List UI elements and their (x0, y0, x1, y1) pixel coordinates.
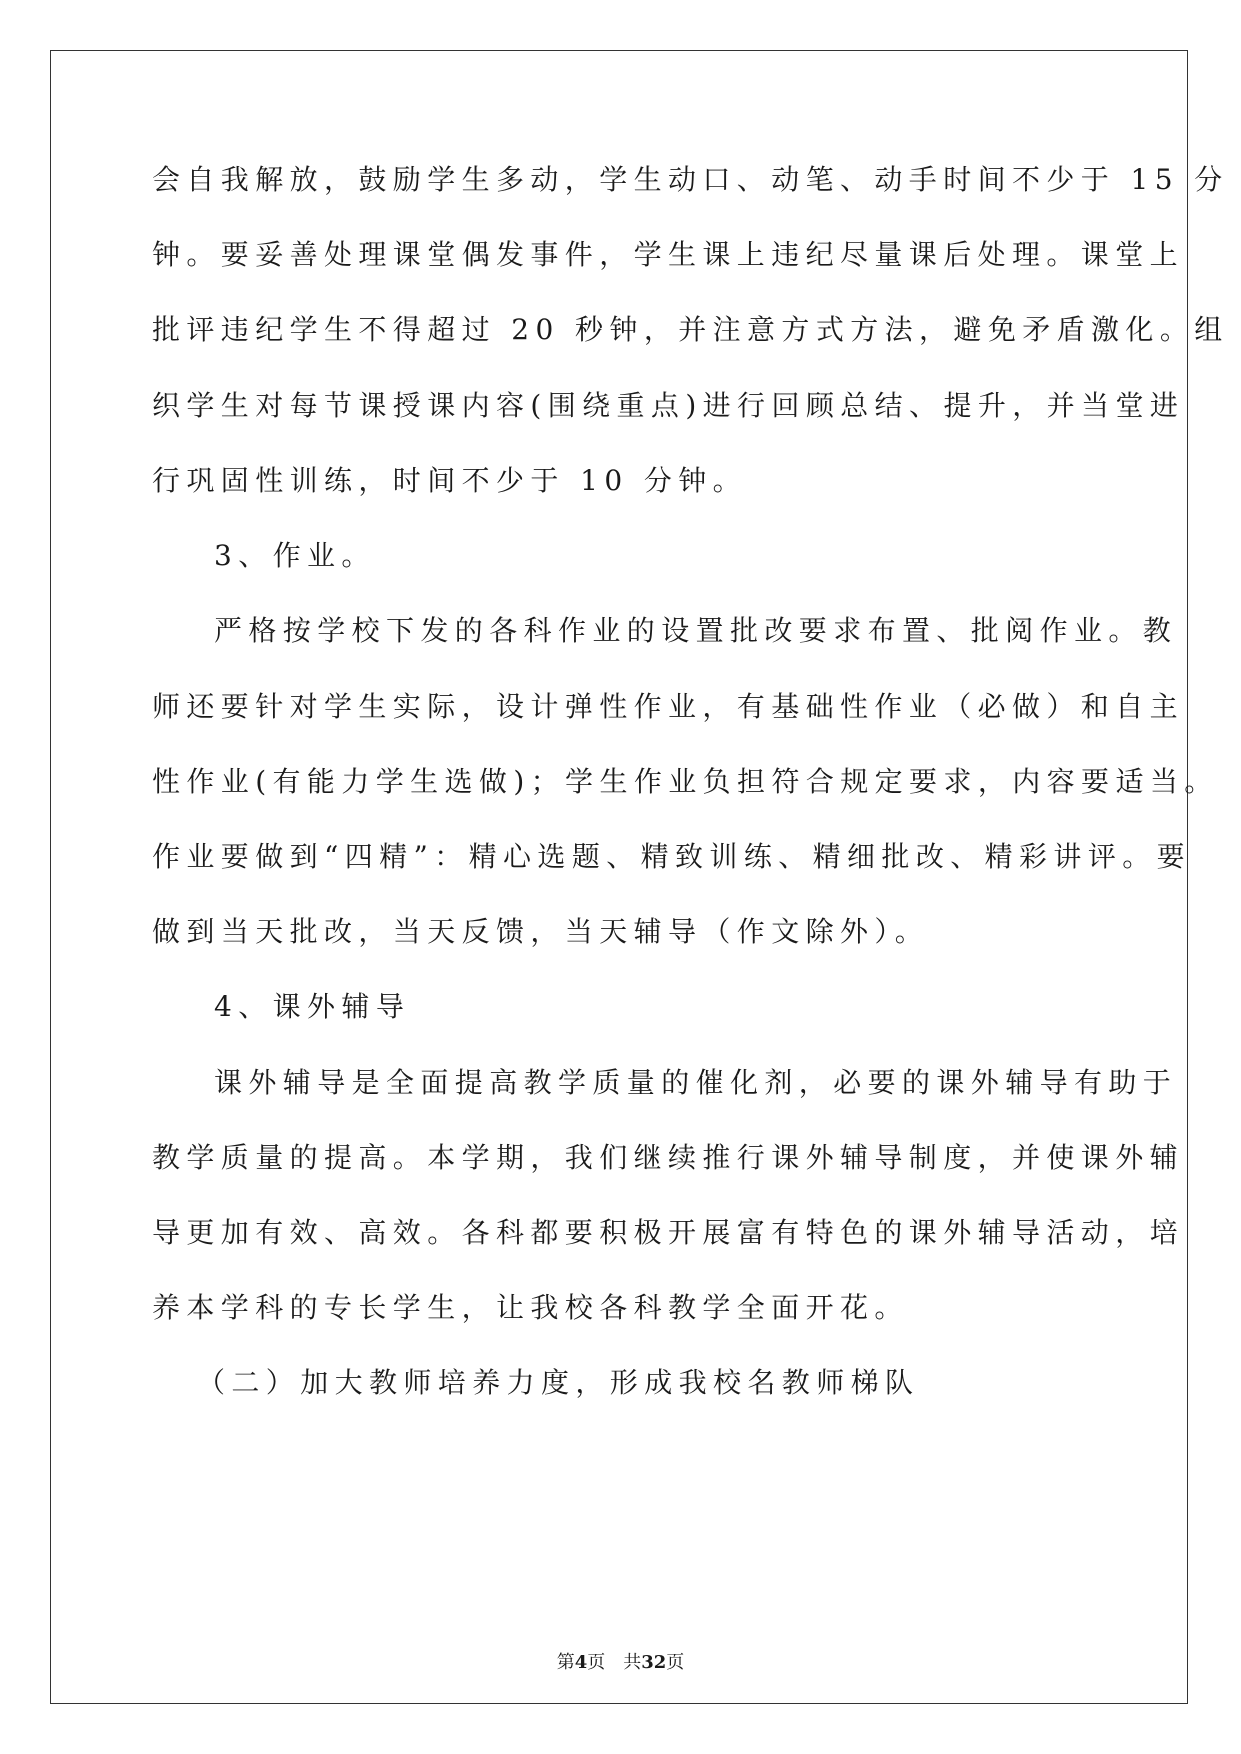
text-line: 钟。要妥善处理课堂偶发事件，学生课上违纪尽量课后处理。课堂上 (152, 238, 1185, 271)
paragraph-start: 课外辅导是全面提高教学质量的催化剂，必要的课外辅导有助于 (214, 1066, 1178, 1099)
section-heading: 4、课外辅导 (214, 990, 411, 1023)
footer-suffix: 页 (666, 1652, 685, 1673)
text-line: 养本学科的专长学生，让我校各科教学全面开花。 (152, 1291, 909, 1324)
total-pages: 32 (641, 1652, 667, 1673)
text-line: 行巩固性训练，时间不少于 10 分钟。 (152, 464, 748, 497)
page-number: 4 (574, 1652, 588, 1673)
footer-prefix: 第 (556, 1652, 575, 1673)
text-line: 织学生对每节课授课内容(围绕重点)进行回顾总结、提升，并当堂进 (152, 389, 1185, 422)
text-line: 导更加有效、高效。各科都要积极开展富有特色的课外辅导活动，培 (152, 1216, 1185, 1249)
text-line: 作业要做到“四精”：精心选题、精致训练、精细批改、精彩讲评。要 (152, 840, 1192, 873)
paragraph-start: 严格按学校下发的各科作业的设置批改要求布置、批阅作业。教 (214, 614, 1178, 647)
text-line: 教学质量的提高。本学期，我们继续推行课外辅导制度，并使课外辅 (152, 1141, 1185, 1174)
section-heading: （二）加大教师培养力度，形成我校名教师梯队 (197, 1366, 920, 1399)
footer-total-prefix: 共 (623, 1652, 642, 1673)
section-heading: 3、作业。 (214, 539, 376, 572)
footer-mid: 页 (587, 1652, 606, 1673)
page-footer (0, 1651, 1241, 1675)
text-line: 批评违纪学生不得超过 20 秒钟，并注意方式方法，避免矛盾激化。组 (152, 313, 1229, 346)
text-line: 做到当天批改，当天反馈，当天辅导（作文除外）。 (152, 915, 930, 948)
page-border (50, 50, 1188, 1704)
text-line: 师还要针对学生实际，设计弹性作业，有基础性作业（必做）和自主 (152, 690, 1185, 723)
text-line: 性作业(有能力学生选做)；学生作业负担符合规定要求，内容要适当。 (152, 765, 1219, 798)
text-line: 会自我解放，鼓励学生多动，学生动口、动笔、动手时间不少于 15 分 (152, 163, 1229, 196)
